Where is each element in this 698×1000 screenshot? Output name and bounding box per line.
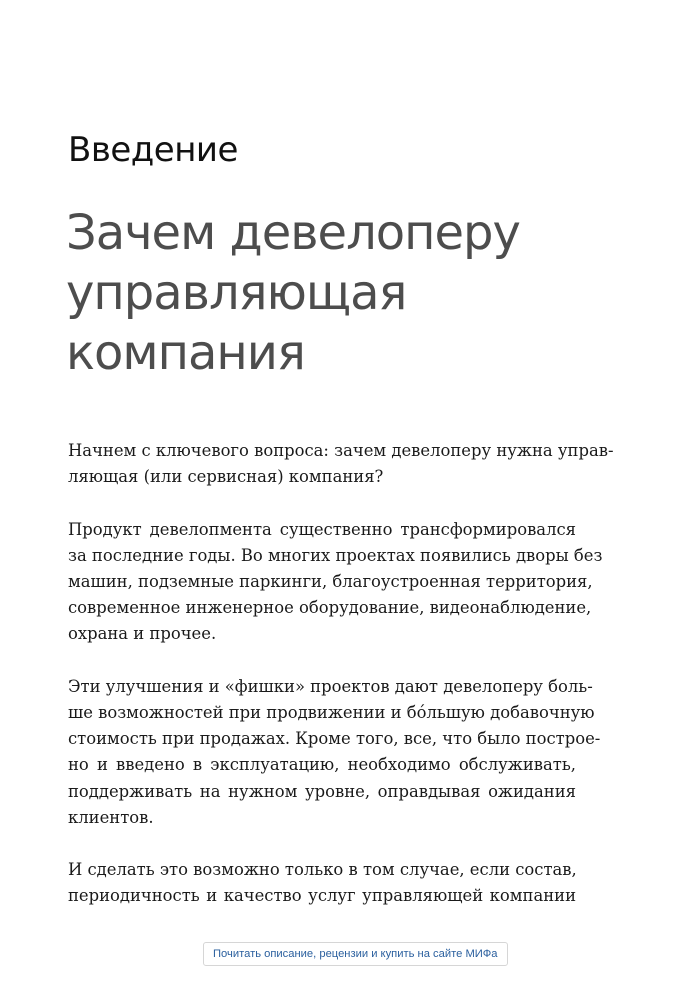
text-line: охрана и прочее. [68, 624, 217, 644]
text-line: машин, подземные паркинги, благоустроенная территория, [68, 572, 593, 591]
text-line: периодичность и качество услуг управляющей компании [68, 886, 576, 906]
chapter-title-line: компания [66, 325, 305, 381]
text-line: современное инженерное оборудование, видеонаблюдение, [68, 598, 592, 618]
chapter-title [66, 203, 626, 383]
text-line: стоимость при продажах. Кроме того, все, что было построе- [68, 729, 601, 749]
paragraph [68, 857, 576, 909]
paragraph [68, 517, 603, 648]
buy-on-site-link[interactable]: Почитать описание, рецензии и купить на сайте МИФа [203, 942, 508, 966]
text-line: поддерживать на нужном уровне, оправдывая ожидания [68, 781, 576, 801]
chapter-title-line: управляющая [66, 265, 407, 321]
text-line: ше возможностей при продвижении и бóльшую добавочную [68, 703, 595, 722]
chapter-title-line: Зачем девелоперу [66, 205, 520, 261]
text-line: ляющая (или сервисная) компания? [68, 467, 384, 487]
body-text [68, 438, 614, 936]
paragraph [68, 674, 601, 831]
text-line: Начнем с ключевого вопроса: зачем девелоперу нужна управ- [68, 441, 614, 460]
paragraph [68, 438, 614, 490]
text-line: но и введено в эксплуатацию, необходимо обслуживать, [68, 755, 576, 775]
text-line: за последние годы. Во многих проектах появились дворы без [68, 545, 603, 565]
text-line: клиентов. [68, 807, 154, 827]
text-line: Эти улучшения и «фишки» проектов дают девелоперу боль- [68, 676, 593, 696]
text-line: Продукт девелопмента существенно трансформировался [68, 519, 576, 539]
section-label: Введение [68, 130, 238, 170]
text-line: И сделать это возможно только в том случае, если состав, [68, 860, 577, 880]
